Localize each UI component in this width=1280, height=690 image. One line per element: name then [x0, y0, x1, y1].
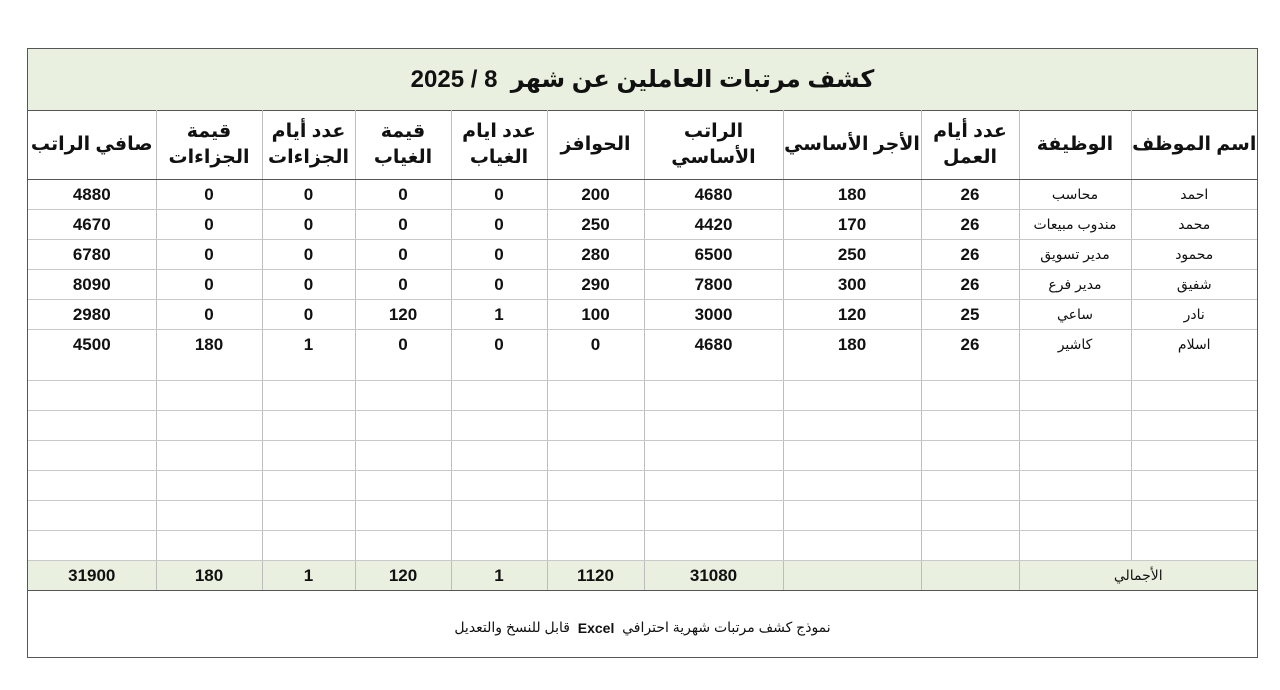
empty-cell[interactable] — [644, 441, 783, 471]
cell-penalty-value[interactable]: 0 — [156, 270, 262, 300]
empty-cell[interactable] — [355, 381, 451, 411]
empty-cell[interactable] — [921, 501, 1019, 531]
cell-absence-days[interactable]: 1 — [451, 300, 547, 330]
totals-incentives[interactable]: 1120 — [547, 561, 644, 591]
empty-cell[interactable] — [156, 471, 262, 501]
empty-cell[interactable] — [262, 381, 355, 411]
cell-work-days[interactable]: 26 — [921, 210, 1019, 240]
cell-basic-salary[interactable]: 4420 — [644, 210, 783, 240]
empty-cell[interactable] — [262, 531, 355, 561]
header-penalty-days: عدد أيام الجزاءات — [262, 110, 355, 180]
empty-cell[interactable] — [547, 441, 644, 471]
empty-row — [28, 441, 1257, 471]
empty-cell[interactable] — [783, 411, 921, 441]
empty-cell[interactable] — [262, 501, 355, 531]
empty-cell[interactable] — [451, 381, 547, 411]
empty-cell[interactable] — [156, 381, 262, 411]
header-daily-wage: الأجر الأساسي — [783, 110, 921, 180]
cell-penalty-value[interactable]: 0 — [156, 210, 262, 240]
empty-cell[interactable] — [644, 531, 783, 561]
empty-cell[interactable] — [1131, 441, 1257, 471]
totals-penalty-value[interactable]: 180 — [156, 561, 262, 591]
cell-penalty-value[interactable]: 0 — [156, 240, 262, 270]
empty-cell[interactable] — [921, 471, 1019, 501]
cell-job[interactable]: كاشير — [1019, 330, 1131, 381]
header-absence-value: قيمة الغياب — [355, 110, 451, 180]
empty-cell[interactable] — [547, 531, 644, 561]
cell-daily-wage[interactable]: 180 — [783, 180, 921, 210]
header-employee-name: اسم الموظف — [1131, 110, 1257, 180]
empty-cell[interactable] — [783, 531, 921, 561]
empty-cell[interactable] — [156, 501, 262, 531]
cell-net-salary[interactable]: 6780 — [28, 240, 156, 270]
cell-incentives[interactable]: 250 — [547, 210, 644, 240]
empty-cell[interactable] — [262, 441, 355, 471]
payroll-table — [28, 110, 1257, 591]
header-absence-days: عدد ايام الغياب — [451, 110, 547, 180]
totals-penalty-days[interactable]: 1 — [262, 561, 355, 591]
cell-incentives[interactable]: 280 — [547, 240, 644, 270]
totals-absence-days[interactable]: 1 — [451, 561, 547, 591]
cell-job[interactable]: مدير تسويق — [1019, 240, 1131, 270]
cell-penalty-value[interactable]: 0 — [156, 180, 262, 210]
cell-absence-value[interactable]: 0 — [355, 240, 451, 270]
cell-net-salary[interactable]: 4670 — [28, 210, 156, 240]
empty-row — [28, 531, 1257, 561]
empty-cell[interactable] — [28, 441, 156, 471]
cell-incentives[interactable]: 0 — [547, 330, 644, 381]
cell-absence-value[interactable]: 0 — [355, 330, 451, 381]
empty-cell[interactable] — [921, 411, 1019, 441]
cell-basic-salary[interactable]: 7800 — [644, 270, 783, 300]
totals-absence-value[interactable]: 120 — [355, 561, 451, 591]
empty-cell[interactable] — [28, 531, 156, 561]
sheet-title — [28, 49, 1257, 111]
footer-app-name: Excel — [577, 619, 615, 636]
empty-cell[interactable] — [783, 501, 921, 531]
cell-net-salary[interactable]: 4500 — [28, 330, 156, 381]
cell-name[interactable]: شفيق — [1131, 270, 1257, 300]
empty-cell[interactable] — [644, 381, 783, 411]
empty-cell[interactable] — [355, 441, 451, 471]
cell-net-salary[interactable]: 8090 — [28, 270, 156, 300]
empty-cell[interactable] — [451, 471, 547, 501]
empty-cell[interactable] — [921, 381, 1019, 411]
table-row — [28, 180, 1257, 210]
cell-work-days[interactable]: 26 — [921, 180, 1019, 210]
cell-work-days[interactable]: 26 — [921, 270, 1019, 300]
empty-cell[interactable] — [1019, 531, 1131, 561]
cell-name[interactable]: احمد — [1131, 180, 1257, 210]
cell-name[interactable]: محمد — [1131, 210, 1257, 240]
totals-basic-salary[interactable]: 31080 — [644, 561, 783, 591]
cell-absence-value[interactable]: 0 — [355, 270, 451, 300]
empty-row — [28, 471, 1257, 501]
header-incentives: الحوافز — [547, 110, 644, 180]
empty-row — [28, 501, 1257, 531]
cell-net-salary[interactable]: 2980 — [28, 300, 156, 330]
cell-incentives[interactable]: 100 — [547, 300, 644, 330]
empty-cell[interactable] — [156, 531, 262, 561]
cell-work-days[interactable]: 26 — [921, 240, 1019, 270]
cell-basic-salary[interactable]: 4680 — [644, 330, 783, 381]
cell-basic-salary[interactable]: 6500 — [644, 240, 783, 270]
totals-label: الأجمالي — [1019, 561, 1257, 591]
empty-cell[interactable] — [28, 411, 156, 441]
cell-penalty-days[interactable]: 0 — [262, 240, 355, 270]
empty-cell[interactable] — [451, 411, 547, 441]
cell-job[interactable]: ساعي — [1019, 300, 1131, 330]
cell-incentives[interactable]: 200 — [547, 180, 644, 210]
header-penalty-value: قيمة الجزاءات — [156, 110, 262, 180]
empty-cell[interactable] — [1131, 531, 1257, 561]
empty-cell[interactable] — [451, 441, 547, 471]
empty-cell[interactable] — [1131, 471, 1257, 501]
cell-absence-days[interactable]: 0 — [451, 180, 547, 210]
empty-cell[interactable] — [1131, 501, 1257, 531]
totals-daily-wage — [783, 561, 921, 591]
empty-cell[interactable] — [156, 441, 262, 471]
empty-cell[interactable] — [547, 471, 644, 501]
cell-absence-days[interactable]: 0 — [451, 240, 547, 270]
empty-cell[interactable] — [355, 501, 451, 531]
empty-cell[interactable] — [644, 471, 783, 501]
empty-cell[interactable] — [1019, 411, 1131, 441]
cell-absence-days[interactable]: 0 — [451, 330, 547, 381]
empty-row — [28, 381, 1257, 411]
payroll-sheet — [27, 48, 1258, 658]
table-row — [28, 210, 1257, 240]
empty-cell[interactable] — [28, 471, 156, 501]
table-row — [28, 240, 1257, 270]
cell-daily-wage[interactable]: 120 — [783, 300, 921, 330]
empty-cell[interactable] — [156, 411, 262, 441]
empty-cell[interactable] — [644, 501, 783, 531]
cell-absence-value[interactable]: 120 — [355, 300, 451, 330]
cell-daily-wage[interactable]: 250 — [783, 240, 921, 270]
cell-name[interactable]: اسلام — [1131, 330, 1257, 381]
cell-name[interactable]: محمود — [1131, 240, 1257, 270]
cell-job[interactable]: محاسب — [1019, 180, 1131, 210]
footer-text-before: نموذج كشف مرتبات شهرية احترافي — [622, 619, 831, 635]
empty-cell[interactable] — [28, 501, 156, 531]
empty-cell[interactable] — [1019, 381, 1131, 411]
totals-net-salary[interactable]: 31900 — [28, 561, 156, 591]
empty-cell[interactable] — [1019, 501, 1131, 531]
cell-absence-days[interactable]: 0 — [451, 210, 547, 240]
cell-absence-value[interactable]: 0 — [355, 210, 451, 240]
empty-cell[interactable] — [921, 531, 1019, 561]
cell-daily-wage[interactable]: 180 — [783, 330, 921, 381]
cell-daily-wage[interactable]: 300 — [783, 270, 921, 300]
empty-cell[interactable] — [1019, 471, 1131, 501]
footer-text-after: قابل للنسخ والتعديل — [454, 619, 570, 635]
cell-name[interactable]: نادر — [1131, 300, 1257, 330]
empty-cell[interactable] — [547, 411, 644, 441]
cell-basic-salary[interactable]: 4680 — [644, 180, 783, 210]
cell-work-days[interactable]: 26 — [921, 330, 1019, 381]
table-row — [28, 300, 1257, 330]
empty-cell[interactable] — [355, 531, 451, 561]
footer-note — [28, 598, 1257, 657]
cell-daily-wage[interactable]: 170 — [783, 210, 921, 240]
header-net-salary: صافي الراتب — [28, 110, 156, 180]
header-basic-salary: الراتب الأساسي — [644, 110, 783, 180]
totals-row — [28, 561, 1257, 591]
empty-cell[interactable] — [355, 411, 451, 441]
cell-absence-value[interactable]: 0 — [355, 180, 451, 210]
cell-penalty-days[interactable]: 0 — [262, 210, 355, 240]
empty-cell[interactable] — [1131, 381, 1257, 411]
cell-penalty-days[interactable]: 0 — [262, 300, 355, 330]
header-job: الوظيفة — [1019, 110, 1131, 180]
empty-cell[interactable] — [783, 471, 921, 501]
cell-penalty-value[interactable]: 0 — [156, 300, 262, 330]
empty-cell[interactable] — [547, 381, 644, 411]
empty-cell[interactable] — [1019, 441, 1131, 471]
empty-cell[interactable] — [451, 531, 547, 561]
cell-penalty-days[interactable]: 0 — [262, 270, 355, 300]
cell-net-salary[interactable]: 4880 — [28, 180, 156, 210]
empty-row — [28, 411, 1257, 441]
empty-cell[interactable] — [1131, 411, 1257, 441]
cell-job[interactable]: مندوب مبيعات — [1019, 210, 1131, 240]
title-period: 8 / 2025 — [410, 65, 498, 93]
empty-cell[interactable] — [355, 471, 451, 501]
empty-cell[interactable] — [783, 441, 921, 471]
cell-work-days[interactable]: 25 — [921, 300, 1019, 330]
table-row — [28, 330, 1257, 381]
empty-cell[interactable] — [28, 381, 156, 411]
cell-basic-salary[interactable]: 3000 — [644, 300, 783, 330]
header-row — [28, 110, 1257, 180]
header-work-days: عدد أيام العمل — [921, 110, 1019, 180]
table-row — [28, 270, 1257, 300]
cell-penalty-days[interactable]: 0 — [262, 180, 355, 210]
totals-work-days — [921, 561, 1019, 591]
cell-job[interactable]: مدير فرع — [1019, 270, 1131, 300]
empty-cell[interactable] — [262, 471, 355, 501]
title-text: كشف مرتبات العاملين عن شهر — [510, 66, 875, 93]
empty-cell[interactable] — [262, 411, 355, 441]
cell-penalty-value[interactable]: 180 — [156, 330, 262, 381]
cell-penalty-days[interactable]: 1 — [262, 330, 355, 381]
empty-cell[interactable] — [921, 441, 1019, 471]
cell-absence-days[interactable]: 0 — [451, 270, 547, 300]
empty-cell[interactable] — [547, 501, 644, 531]
empty-cell[interactable] — [451, 501, 547, 531]
empty-cell[interactable] — [644, 411, 783, 441]
empty-cell[interactable] — [783, 381, 921, 411]
cell-incentives[interactable]: 290 — [547, 270, 644, 300]
